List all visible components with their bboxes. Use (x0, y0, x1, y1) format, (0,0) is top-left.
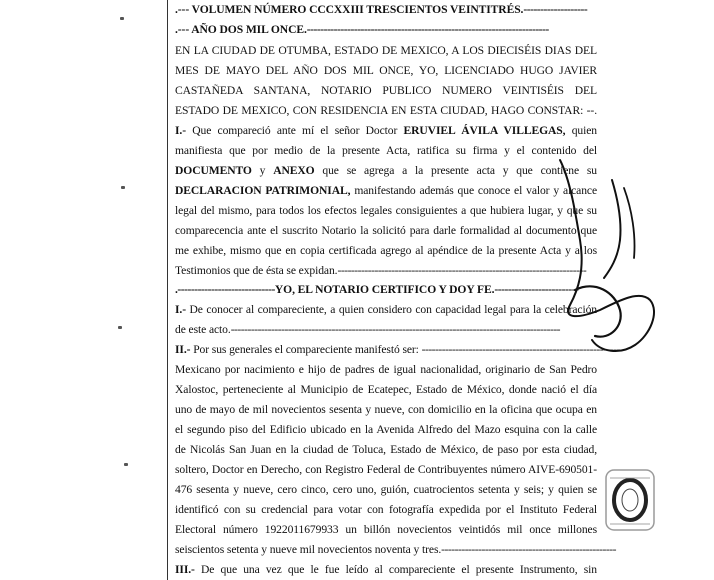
handwritten-signature (540, 140, 670, 380)
point-two-line: de Nicolás San Juan en la ciudad de Toluca, Estado de México, de paso por esta ciudad, (175, 443, 597, 456)
point-two-line: el segundo piso del Edificio ubicado en la Avenida Alfredo del Mazo esquina con la calle (175, 423, 597, 436)
intro-line: CASTAÑEDA SANTANA, NOTARIO PUBLICO NUMERO VEINTISÉIS DEL (175, 84, 597, 97)
notary-seal (604, 468, 656, 532)
point-two-line: Mexicano por nacimiento e hijo de padres de igual nacionalidad, originario de San Pedro (175, 363, 597, 376)
intro-line: MES DE MAYO DEL AÑO DOS MIL ONCE, YO, LICENCIADO HUGO JAVIER (175, 64, 597, 77)
point-three-line: III.- De que una vez que le fue leído al compareciente el presente Instrumento, sin (175, 563, 597, 576)
section-one-line: me exhibe, mismo que en copia certificada agrego al apéndice de la presente Acta y a los (175, 244, 597, 257)
point-two-line: uno de mayo de mil novecientos sesenta y nueve, con domicilio en la oficina que ocupa en (175, 403, 597, 416)
header-volumen: .--- VOLUMEN NÚMERO CCCXXIII TRESCIENTOS VEINTITRÉS.------------------- (175, 3, 588, 16)
point-one-line: I.- De conocer al compareciente, a quien considero con capacidad legal para la celebración (175, 303, 597, 316)
intro-line: EN LA CIUDAD DE OTUMBA, ESTADO DE MEXICO, A LOS DIECISÉIS DIAS DEL (175, 44, 597, 57)
intro-line: ESTADO DE MEXICO, CON RESIDENCIA EN ESTA CIUDAD, HAGO CONSTAR: --. (175, 104, 597, 117)
compareciente-name: ERUVIEL ÁVILA VILLEGAS, (403, 124, 566, 137)
scan-speck (120, 17, 124, 20)
point-one-line: de este acto.-------------------------------------------------------------------------------------------------- (175, 323, 561, 336)
point-two-line: Xalostoc, perteneciente al Municipio de Ecatepec, Estado de México, donde nació el día (175, 383, 597, 396)
scan-speck (124, 463, 128, 466)
point-two-line: 476 sesenta y nueve, cero cinco, cero uno, guión, cuatrocientos setenta y seis; y quien se (175, 483, 597, 496)
section-one-line: comparecencia ante el suscrito Notario la solicitó para darle formalidad al documento que (175, 224, 597, 237)
point-two-line: identificó con su credencial para votar con fotografía expedida por el Instituto Federal (175, 503, 597, 516)
point-two-line: seiscientos setenta y nueve mil novecientos noventa y tres.---------------------------------------------------- (175, 543, 616, 556)
header-anio: .--- AÑO DOS MIL ONCE.------------------------------------------------------------------------ (175, 23, 549, 36)
section-one-line: I.- Que compareció ante mí el señor Doctor ERUVIEL ÁVILA VILLEGAS, quien (175, 124, 597, 137)
point-two-line: soltero, Doctor en Derecho, con Registro Federal de Contribuyentes número AIVE-690501- (175, 463, 597, 476)
section-one-line: DECLARACION PATRIMONIAL, manifestando además que conoce el valor y alcance (175, 184, 597, 197)
point-two-line: II.- Por sus generales el compareciente manifestó ser: ----------------------------------------------------------- (175, 343, 620, 356)
section-one-line: Testimonios que de ésta se expidan.-------------------------------------------------------------------------- (175, 264, 587, 277)
section-one-line: DOCUMENTO y ANEXO que se agrega a la presente acta y que contiene su (175, 164, 597, 177)
section-one-line: manifiesta que por medio de la presente Acta, ratifica su firma y el contenido del (175, 144, 597, 157)
scan-speck (121, 186, 125, 189)
section-one-line: legal del mismo, para todos los efectos legales consiguientes a que hubiera lugar, y que su (175, 204, 597, 217)
scan-speck (118, 326, 122, 329)
certify-heading: .-----------------------------YO, EL NOTARIO CERTIFICO Y DOY FE.------------------------- (175, 283, 579, 296)
margin-line (167, 0, 168, 580)
point-two-line: Electoral número 1922011679933 un billón novecientos veintidós mil once millones (175, 523, 597, 536)
